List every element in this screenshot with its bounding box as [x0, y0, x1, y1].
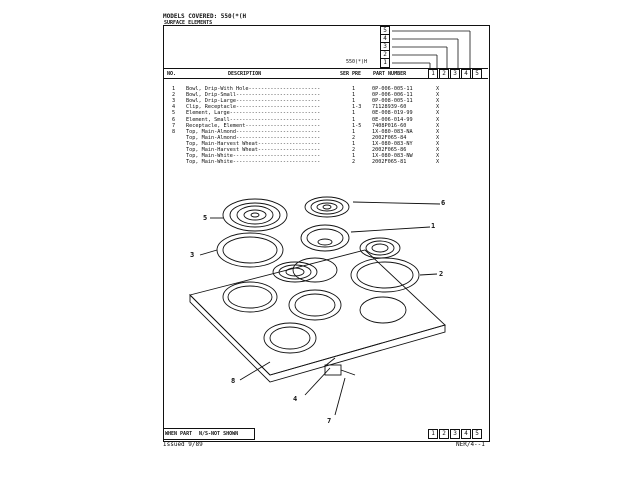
callout-7: 7 [327, 417, 332, 425]
part-no: 2 [172, 92, 176, 99]
part-description: Element, Large----------------------------- [186, 110, 321, 117]
table-row [172, 141, 439, 147]
part-ser-pre: 1 [352, 92, 356, 99]
col-box-4: 4 [461, 69, 471, 79]
part-model-mark: X [436, 104, 440, 111]
part-description: Top, Main-Harvest Wheat-------------------- [186, 147, 321, 153]
part-description: Bowl, Drip-Large--------------------------- [186, 98, 321, 105]
cooktop-top-plate [190, 250, 445, 375]
table-row [172, 110, 439, 116]
model-box-3: 3 [380, 42, 390, 52]
table-row [172, 153, 439, 159]
model-box-2: 2 [380, 50, 390, 60]
footer-box-5: 5 [472, 429, 482, 439]
part-ser-pre: 2 [352, 159, 356, 166]
part-model-mark: X [436, 153, 440, 160]
part-model-mark: X [436, 140, 440, 147]
part-no: 8 [172, 128, 176, 135]
part-model-mark: X [436, 122, 440, 129]
part-model-mark: X [436, 159, 440, 166]
model-code: 550(*)H [346, 59, 368, 65]
footer-not-shown: N/S-NOT SHOWN [199, 431, 239, 437]
large-element [223, 199, 287, 231]
footer-box-3: 3 [450, 429, 460, 439]
part-model-mark: X [436, 110, 440, 117]
part-model-mark: X [436, 128, 440, 135]
section-title: SURFACE ELEMENTS [164, 20, 213, 26]
part-model-mark: X [436, 92, 440, 99]
part-ser-pre: 1 [352, 116, 356, 123]
footer-when-part: WHEN PART [165, 431, 193, 437]
part-number: 1X-080-083-NA [372, 128, 413, 135]
table-row [172, 123, 439, 129]
callout-6: 6 [441, 199, 446, 207]
part-ser-pre: 1 [352, 140, 356, 147]
part-ser-pre: 1 [352, 153, 356, 160]
part-number: 2002F065-84 [372, 134, 407, 141]
table-row [172, 147, 439, 153]
part-number: 0E-006-014-99 [372, 116, 413, 123]
table-row [172, 104, 439, 110]
part-ser-pre: 1 [352, 98, 356, 105]
part-no: 4 [172, 104, 176, 111]
part-number: 2002F065-86 [372, 147, 407, 153]
col-no-header: NO. [167, 71, 177, 77]
small-element [305, 197, 349, 217]
part-number: 0E-008-019-99 [372, 110, 413, 117]
part-number: 1X-080-083-NY [372, 140, 413, 147]
callout-3: 3 [190, 251, 195, 259]
callout-1: 1 [431, 222, 436, 230]
part-no: 7 [172, 122, 176, 129]
table-row [172, 129, 439, 135]
footer-page-ref: NER/4--1 [456, 441, 485, 448]
part-number: 71128939-60 [372, 104, 407, 111]
col-box-2: 2 [439, 69, 449, 79]
part-description: Clip, Receptacle--------------------------- [186, 104, 321, 111]
part-ser-pre: 2 [352, 147, 356, 153]
part-ser-pre: 2 [352, 134, 356, 141]
part-no: 3 [172, 98, 176, 105]
exploded-cooktop-diagram [175, 190, 475, 430]
col-box-3: 3 [450, 69, 460, 79]
part-number: 0P-006-005-11 [372, 86, 413, 92]
footer-box-4: 4 [461, 429, 471, 439]
part-model-mark: X [436, 86, 440, 92]
part-description: Top, Main-White---------------------------- [186, 159, 321, 166]
table-row [172, 86, 439, 92]
table-row [172, 117, 439, 123]
callout-5: 5 [203, 214, 208, 222]
footer-issued: Issued 9/89 [163, 441, 203, 448]
part-ser-pre: 1-3 [352, 104, 362, 111]
footer-box-1: 1 [428, 429, 438, 439]
part-ser-pre: 1-5 [352, 122, 362, 129]
table-row [172, 98, 439, 104]
part-number: 7408P016-60 [372, 122, 407, 129]
model-box-5: 5 [380, 26, 390, 36]
part-number: 0P-006-006-11 [372, 92, 413, 99]
table-row [172, 159, 439, 165]
part-no: 5 [172, 110, 176, 117]
col-description-header: DESCRIPTION [228, 71, 262, 77]
model-box-1: 1 [380, 58, 390, 68]
part-model-mark: X [436, 134, 440, 141]
part-number: 2002F065-81 [372, 159, 407, 166]
part-no: 1 [172, 86, 176, 92]
part-no: 6 [172, 116, 176, 123]
receptacle [325, 365, 341, 375]
part-ser-pre: 1 [352, 128, 356, 135]
part-model-mark: X [436, 116, 440, 123]
callout-2: 2 [439, 270, 444, 278]
part-number: 1X-080-083-NW [372, 153, 413, 160]
part-description: Element, Small----------------------------- [186, 116, 321, 123]
table-row [172, 135, 439, 141]
part-description: Top, Main-Harvest Wheat-------------------- [186, 140, 321, 147]
footer-box-2: 2 [439, 429, 449, 439]
model-box-4: 4 [380, 34, 390, 44]
part-description: Bowl, Drip-Small--------------------------- [186, 92, 321, 99]
part-description: Receptacle, Element------------------------ [186, 122, 321, 129]
part-model-mark: X [436, 147, 440, 153]
models-covered-label: MODELS COVERED: 550(*(H [163, 13, 247, 20]
table-row [172, 92, 439, 98]
part-number: 0P-008-005-11 [372, 98, 413, 105]
part-description: Top, Main-White---------------------------- [186, 153, 321, 160]
part-ser-pre: 1 [352, 86, 356, 92]
part-model-mark: X [436, 98, 440, 105]
col-ser-pre-header: SER PRE [340, 71, 362, 77]
part-description: Top, Main-Almond--------------------------- [186, 134, 321, 141]
col-box-1: 1 [428, 69, 438, 79]
part-description: Bowl, Drip-With Hole----------------------- [186, 86, 321, 92]
col-box-5: 5 [472, 69, 482, 79]
col-part-number-header: PART NUMBER [373, 71, 407, 77]
callout-8: 8 [231, 377, 236, 385]
part-description: Top, Main-Almond--------------------------- [186, 128, 321, 135]
part-ser-pre: 1 [352, 110, 356, 117]
callout-4: 4 [293, 395, 298, 403]
